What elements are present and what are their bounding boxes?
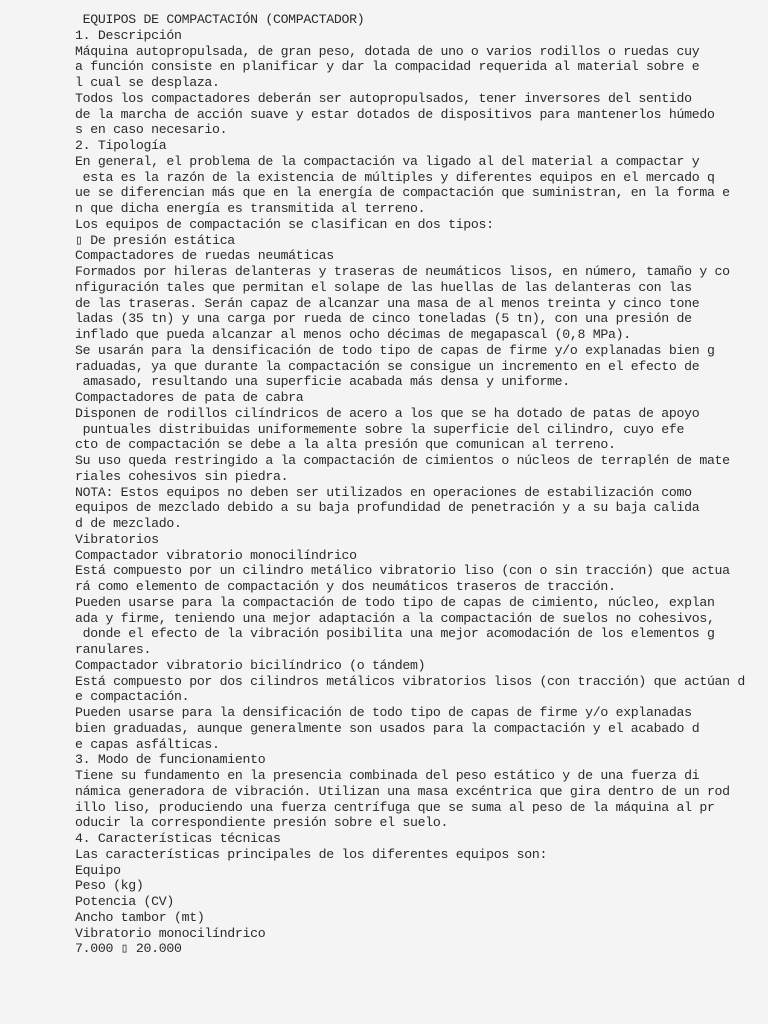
text-line: puntuales distribuidas uniformemente sobre la superficie del cilindro, cuyo efe [75,421,685,437]
text-line: EQUIPOS DE COMPACTACIÓN (COMPACTADOR) [75,12,365,27]
text-line: Todos los compactadores deberán ser autopropulsados, tener inversores del sentido [75,90,692,106]
text-line: illo liso, produciendo una fuerza centrífuga que se suma al peso de la máquina al pr [75,799,715,815]
text-line: Está compuesto por un cilindro metálico vibratorio liso (con o sin tracción) que actua [75,563,730,579]
text-line: Compactador vibratorio bicilíndrico (o tándem) [75,657,426,673]
text-line: 1. Descripción [75,27,182,43]
text-line: Disponen de rodillos cilíndricos de acero a los que se ha dotado de patas de apoyo [75,405,700,421]
text-line: Vibratorio monocilíndrico [75,925,266,941]
text-line: 2. Tipología [75,138,167,153]
text-line: d de mezclado. [75,516,182,531]
text-line: NOTA: Estos equipos no deben ser utilizados en operaciones de estabilización como [75,484,692,500]
text-line: equipos de mezclado debido a su baja profundidad de penetración y a su baja calida [75,500,700,516]
text-line: Compactador vibratorio monocilíndrico [75,547,357,563]
text-line: Ancho tambor (mt) [75,909,205,925]
text-line: Vibratorios [75,531,159,547]
text-line: ada y firme, teniendo una mejor adaptación a la compactación de suelos no cohesivos, [75,610,715,626]
document-page [75,12,765,957]
text-line: a función consiste en planificar y dar la compacidad requerida al material sobre e [75,59,700,75]
text-line: de la marcha de acción suave y estar dotados de dispositivos para mantenerlos húmedo [75,106,715,122]
text-line: inflado que pueda alcanzar al menos ocho décimas de megapascal (0,8 MPa). [75,327,631,342]
text-line: nfiguración tales que permitan el solape de las huellas de las delanteras con las [75,279,692,295]
text-line: Tiene su fundamento en la presencia combinada del peso estático y de una fuerza di [75,768,700,783]
text-line: amasado, resultando una superficie acabada más densa y uniforme. [75,374,570,390]
text-line: ue se diferencian más que en la energía de compactación que suministran, en la forma e [75,185,730,201]
text-line: 3. Modo de funcionamiento [75,752,266,768]
text-line: Pueden usarse para la densificación de todo tipo de capas de firme y/o explanadas [75,705,692,720]
text-line: e capas asfálticas. [75,736,220,752]
text-line: Máquina autopropulsada, de gran peso, dotada de uno o varios rodillos o ruedas cuy [75,43,700,59]
text-line: En general, el problema de la compactación va ligado al del material a compactar y [75,153,700,169]
text-line: Se usarán para la densificación de todo tipo de capas de firme y/o explanadas bien g [75,342,715,358]
text-line: Pueden usarse para la compactación de todo tipo de capas de cimiento, núcleo, explan [75,594,715,610]
text-line: Potencia (CV) [75,894,174,909]
text-line: námica generadora de vibración. Utilizan una masa excéntrica que gira dentro de un rod [75,783,730,799]
text-line: oducir la correspondiente presión sobre el suelo. [75,815,449,831]
text-line: Peso (kg) [75,878,144,894]
text-line: Su uso queda restringido a la compactación de cimientos o núcleos de terraplén de mate [75,453,730,468]
text-line: Formados por hileras delanteras y traseras de neumáticos lisos, en número, tamaño y co [75,264,730,279]
text-line: esta es la razón de la existencia de múltiples y diferentes equipos en el mercado q [75,169,715,185]
text-line: bien graduadas, aunque generalmente son usados para la compactación y el acabado d [75,720,700,736]
text-line: Está compuesto por dos cilindros metálicos vibratorios lisos (con tracción) que actúan d [75,673,746,689]
text-line: 4. Características técnicas [75,831,281,846]
text-line: s en caso necesario. [75,122,228,138]
text-line: raduadas, ya que durante la compactación se consigue un incremento en el efecto de [75,358,700,374]
text-line: Equipo [75,862,121,878]
text-line: riales cohesivos sin piedra. [75,468,289,484]
text-line: l cual se desplaza. [75,75,220,90]
text-line: ▯ De presión estática [75,232,235,248]
text-line: Las características principales de los diferentes equipos son: [75,846,548,862]
text-line: 7.000 ▯ 20.000 [75,941,182,957]
text-line: n que dicha energía es transmitida al terreno. [75,201,426,216]
text-line: ladas (35 tn) y una carga por rueda de cinco toneladas (5 tn), con una presión de [75,311,692,327]
text-line: cto de compactación se debe a la alta presión que comunican al terreno. [75,437,616,453]
text-line: Los equipos de compactación se clasifican en dos tipos: [75,216,494,232]
text-line: ranulares. [75,642,152,657]
text-line: donde el efecto de la vibración posibilita una mejor acomodación de los elementos g [75,626,715,642]
text-line: rá como elemento de compactación y dos neumáticos traseros de tracción. [75,579,616,594]
text-line: de las traseras. Serán capaz de alcanzar una masa de al menos treinta y cinco tone [75,295,700,311]
text-line: Compactadores de pata de cabra [75,390,304,405]
text-line: Compactadores de ruedas neumáticas [75,248,334,264]
text-line: e compactación. [75,689,190,705]
